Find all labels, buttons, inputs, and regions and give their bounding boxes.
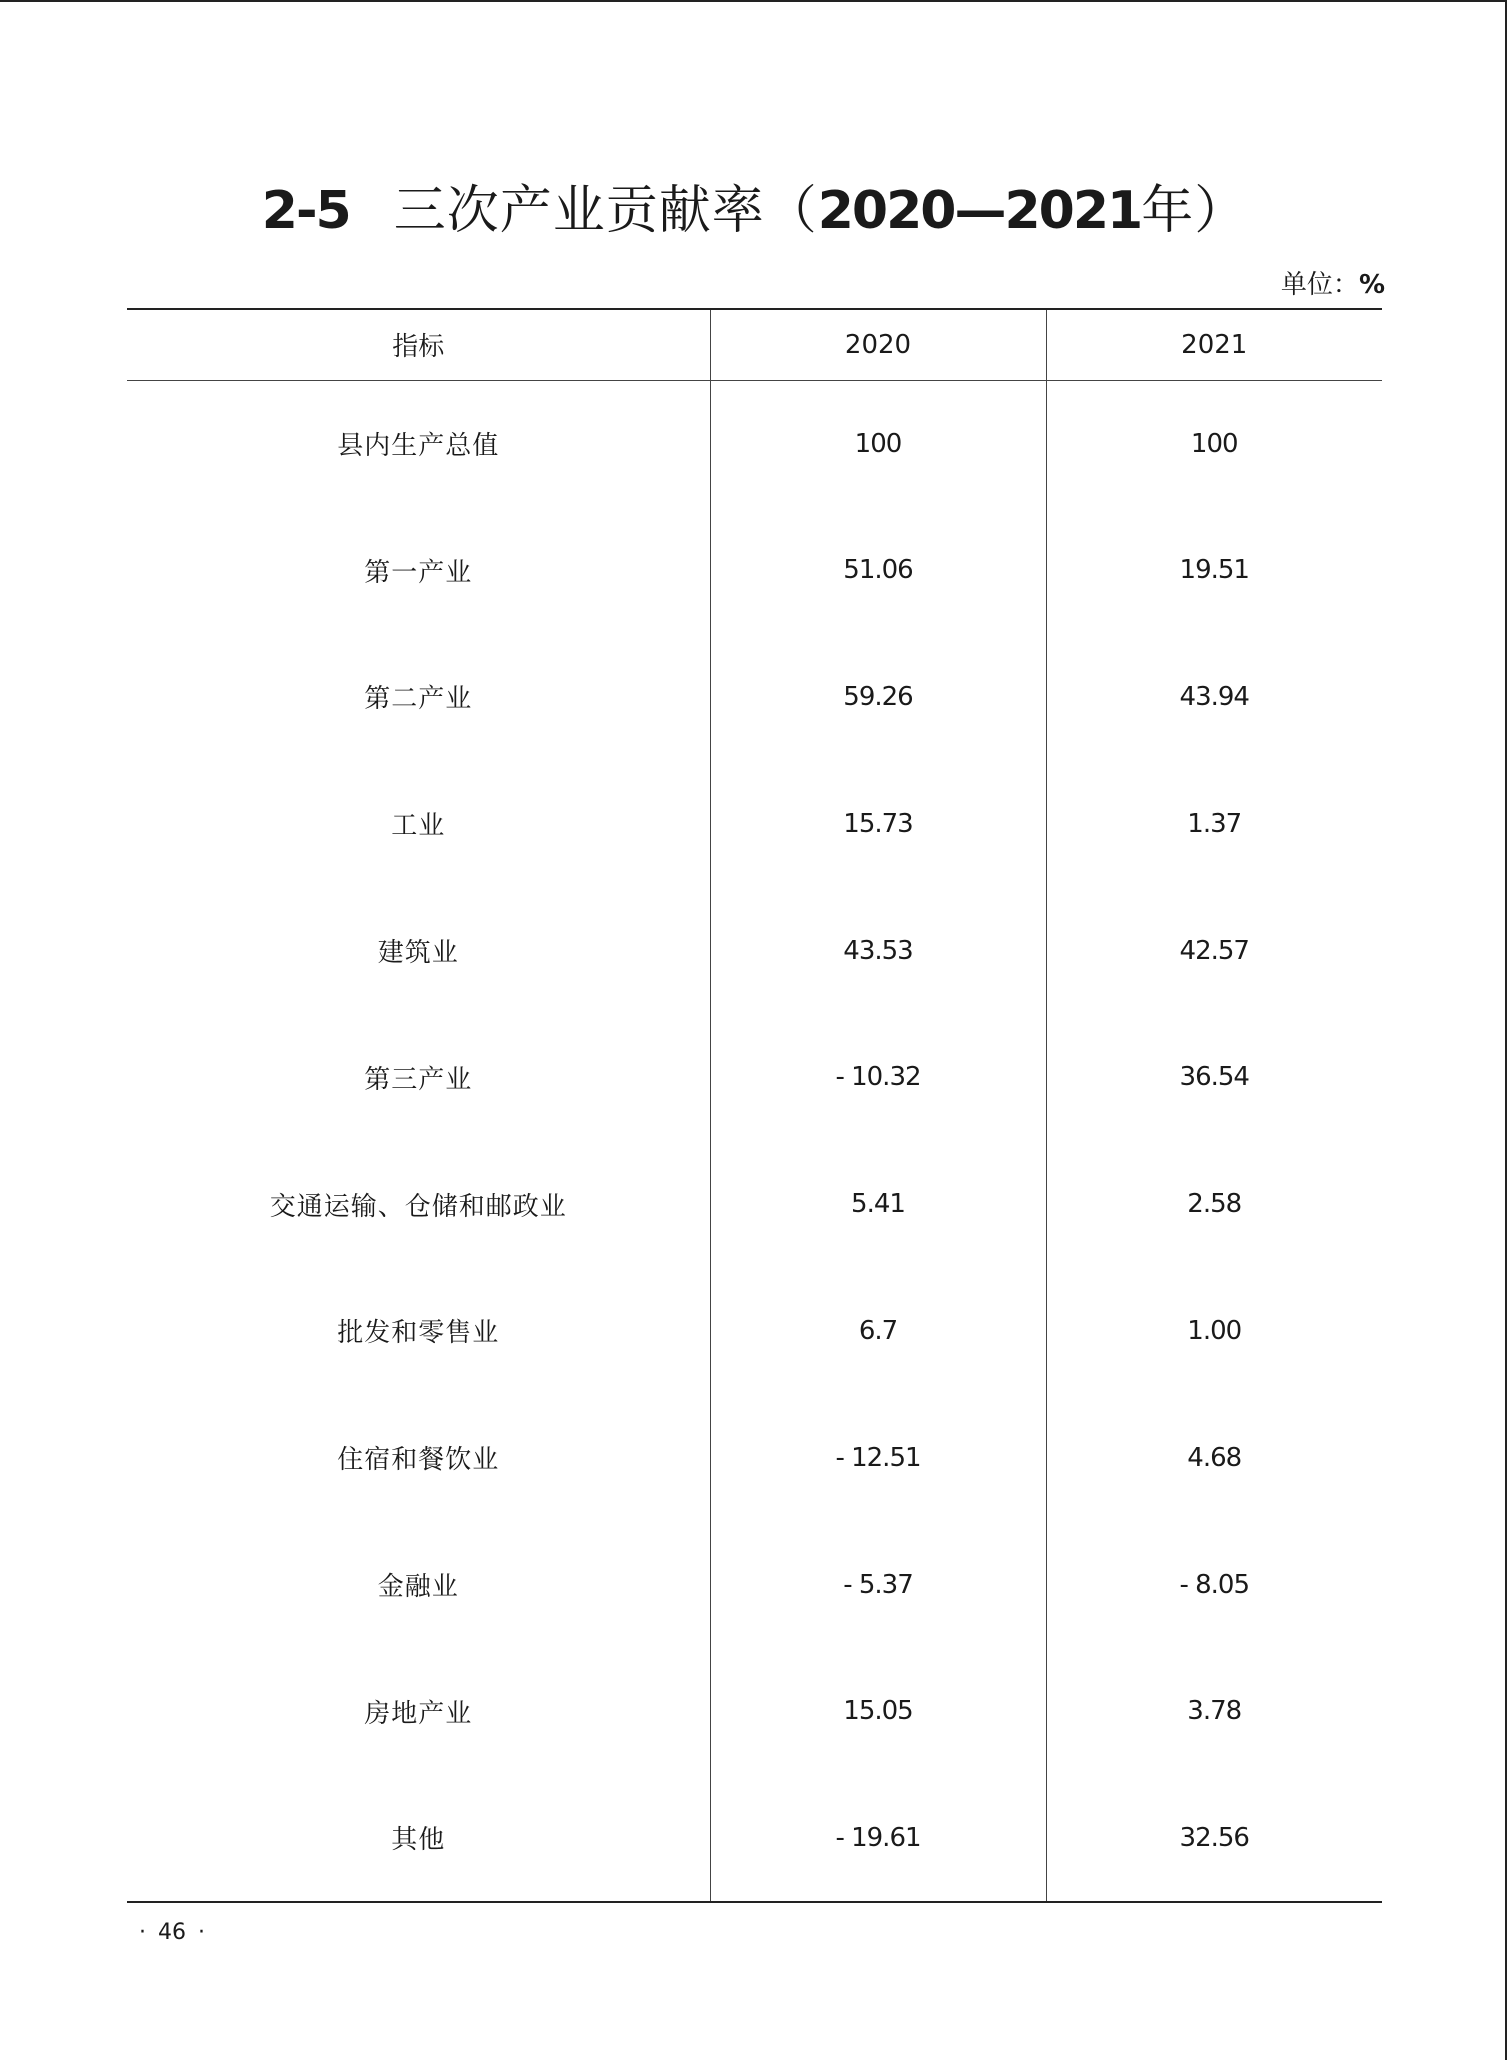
value-2020: 15.05	[710, 1648, 1046, 1775]
table-header-row	[127, 309, 1382, 380]
unit-note	[1281, 268, 1385, 302]
value-2020: - 5.37	[710, 1521, 1046, 1648]
table-row	[127, 1014, 1382, 1141]
value-2021: 100	[1046, 380, 1382, 507]
table-row	[127, 1141, 1382, 1268]
table-row	[127, 1521, 1382, 1648]
footer-dot-right: ·	[198, 1920, 205, 1945]
value-2020: - 12.51	[710, 1394, 1046, 1521]
header-2020: 2020	[710, 309, 1046, 380]
value-2021: 36.54	[1046, 1014, 1382, 1141]
value-2021: 2.58	[1046, 1141, 1382, 1268]
table-row	[127, 507, 1382, 634]
value-2020: 5.41	[710, 1141, 1046, 1268]
title-years: 2020—2021	[817, 181, 1142, 241]
row-label: 其他	[127, 1775, 710, 1902]
value-2021: 1.37	[1046, 760, 1382, 887]
row-label: 县内生产总值	[337, 431, 500, 462]
value-2021: 43.94	[1046, 634, 1382, 761]
table-row	[127, 887, 1382, 1014]
row-label: 住宿和餐饮业	[337, 1445, 500, 1476]
title-year-suffix: 年）	[1141, 181, 1248, 241]
unit-label: 单位：	[1280, 270, 1359, 300]
row-label: 建筑业	[377, 938, 459, 969]
value-2021: 42.57	[1046, 887, 1382, 1014]
row-label: 交通运输、仓储和邮政业	[269, 1191, 567, 1222]
value-2020: - 19.61	[710, 1775, 1046, 1902]
table-row	[127, 760, 1382, 887]
value-2020: 100	[710, 380, 1046, 507]
value-2021: 3.78	[1046, 1648, 1382, 1775]
value-2021: 4.68	[1046, 1394, 1382, 1521]
value-2020: 6.7	[710, 1268, 1046, 1395]
table-row	[127, 1394, 1382, 1521]
table-body	[127, 380, 1382, 1902]
value-2021: - 8.05	[1046, 1521, 1382, 1648]
value-2020: - 10.32	[710, 1014, 1046, 1141]
page-footer	[127, 1918, 217, 1948]
value-2020: 43.53	[710, 887, 1046, 1014]
page-title	[0, 176, 1509, 246]
contribution-table	[127, 308, 1382, 1903]
unit-symbol: %	[1358, 270, 1385, 300]
table-row	[127, 1648, 1382, 1775]
table-row	[127, 380, 1382, 507]
title-text: 三次产业贡献率	[393, 181, 765, 241]
footer-dot-left: ·	[139, 1920, 146, 1945]
row-label: 房地产业	[364, 1698, 473, 1729]
row-label: 工业	[391, 811, 446, 842]
table-row	[127, 634, 1382, 761]
value-2020: 59.26	[710, 634, 1046, 761]
value-2020: 51.06	[710, 507, 1046, 634]
value-2020: 15.73	[710, 760, 1046, 887]
value-2021: 32.56	[1046, 1775, 1382, 1902]
header-indicator: 指标	[127, 309, 710, 380]
title-paren-open: （	[764, 181, 818, 241]
value-2021: 1.00	[1046, 1268, 1382, 1395]
row-label: 第三产业	[364, 1064, 473, 1095]
table-row	[127, 1268, 1382, 1395]
title-number: 2-5	[261, 181, 350, 241]
header-2021: 2021	[1046, 309, 1382, 380]
table-row	[127, 1775, 1382, 1902]
row-label: 批发和零售业	[337, 1318, 500, 1349]
row-label: 第一产业	[364, 557, 473, 588]
row-label: 金融业	[377, 1572, 459, 1603]
value-2021: 19.51	[1046, 507, 1382, 634]
page-number: 46	[158, 1920, 186, 1945]
row-label: 第二产业	[364, 684, 473, 715]
